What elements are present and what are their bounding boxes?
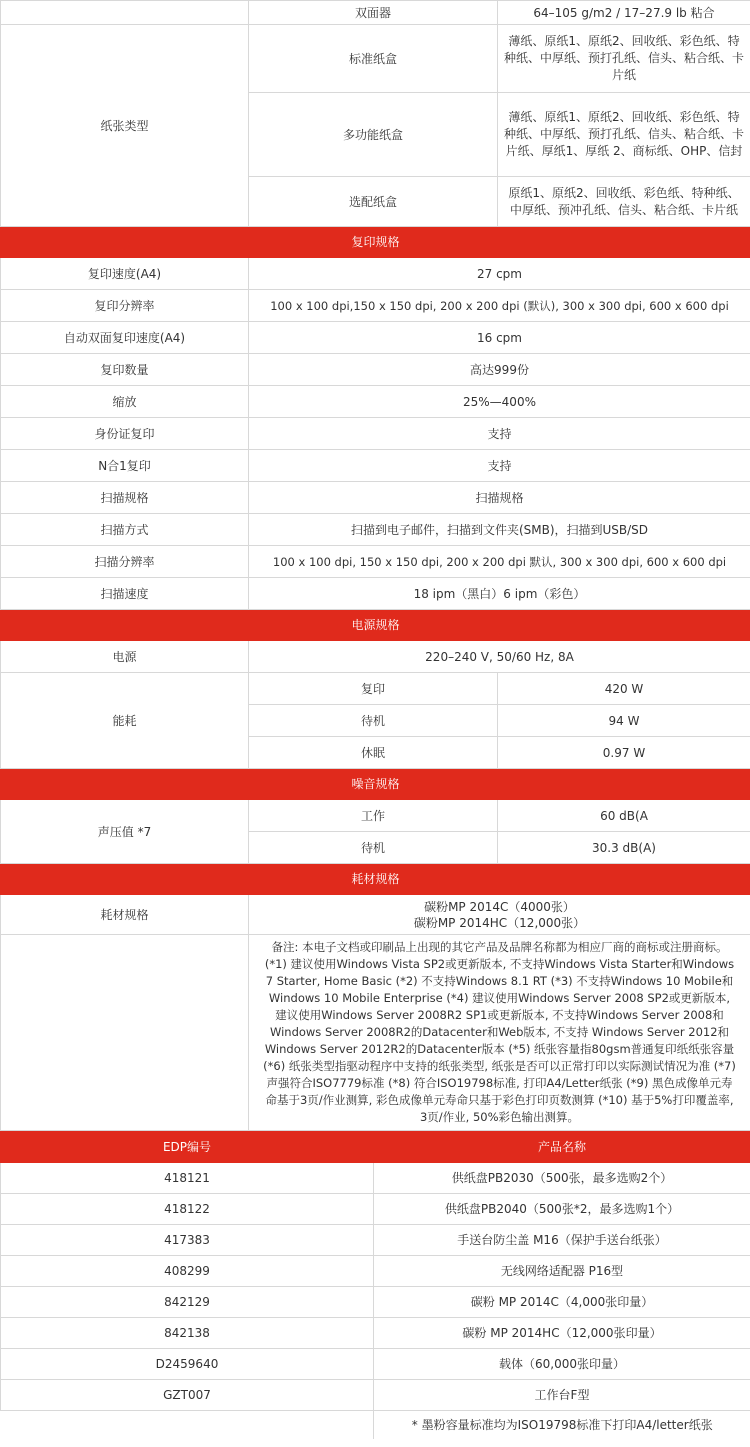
consumables-label: 耗材规格 [1, 895, 249, 935]
option-code: 408299 [1, 1256, 374, 1287]
spec-row [1, 354, 750, 386]
spec-row [1, 386, 750, 418]
noise-label: 声压值 *7 [1, 800, 249, 864]
spec-label: 身份证复印 [1, 418, 249, 450]
spec-value: 扫描到电子邮件，扫描到文件夹(SMB)，扫描到USB/SD [249, 514, 750, 546]
section-title: 电源规格 [1, 610, 750, 641]
spec-value: 高达999份 [249, 354, 750, 386]
duplex-row [1, 1, 750, 25]
noise-value: 30.3 dB(A) [498, 832, 750, 864]
option-name: 工作台F型 [374, 1380, 750, 1411]
paper-row-value: 原纸1、原纸2、回收纸、彩色纸、特种纸、中厚纸、预冲孔纸、信头、粘合纸、卡片纸 [498, 177, 750, 227]
spec-value: 25%—400% [249, 386, 750, 418]
options-header-name: 产品名称 [374, 1132, 750, 1163]
spec-row [1, 290, 750, 322]
spec-value: 100 x 100 dpi, 150 x 150 dpi, 200 x 200 dpi 默认, 300 x 300 dpi, 600 x 600 dpi [249, 546, 750, 578]
section-header-noise [1, 769, 750, 800]
paper-row-label: 标准纸盒 [249, 25, 498, 93]
spec-value: 16 cpm [249, 322, 750, 354]
power-mode: 复印 [249, 673, 498, 705]
option-name: 载体（60,000张印量） [374, 1349, 750, 1380]
spec-value: 支持 [249, 450, 750, 482]
duplex-label: 双面器 [249, 1, 498, 25]
paper-category-top [1, 1, 249, 25]
option-code: 418121 [1, 1163, 374, 1194]
power-mode: 休眠 [249, 737, 498, 769]
spec-row [1, 258, 750, 290]
options-header-code: EDP编号 [1, 1132, 374, 1163]
power-supply-row [1, 641, 750, 673]
power-supply-value: 220–240 V, 50/60 Hz, 8A [249, 641, 750, 673]
power-consumption-row [1, 673, 750, 705]
table-row [1, 1380, 750, 1411]
spec-row [1, 322, 750, 354]
table-row [1, 1225, 750, 1256]
noise-value: 60 dB(A [498, 800, 750, 832]
spec-label: 扫描方式 [1, 514, 249, 546]
power-value: 420 W [498, 673, 750, 705]
paper-row-label: 多功能纸盒 [249, 93, 498, 177]
paper-category-label: 纸张类型 [1, 25, 249, 227]
option-code: 417383 [1, 1225, 374, 1256]
footnote-empty-cell [1, 1411, 374, 1439]
options-header-row [1, 1132, 750, 1163]
spec-row [1, 482, 750, 514]
section-header-power [1, 610, 750, 641]
option-name: 供纸盘PB2040（500张*2，最多选购1个） [374, 1194, 750, 1225]
table-row [1, 1287, 750, 1318]
footnote-row [1, 1411, 750, 1439]
option-code: 418122 [1, 1194, 374, 1225]
options-table [0, 1131, 750, 1439]
table-row [1, 1256, 750, 1287]
paper-row [1, 25, 750, 93]
table-row [1, 1194, 750, 1225]
spec-row [1, 546, 750, 578]
note-row [1, 935, 750, 1131]
table-row [1, 1318, 750, 1349]
spec-row [1, 578, 750, 610]
option-name: 手送台防尘盖 M16（保护手送台纸张） [374, 1225, 750, 1256]
consumables-line: 碳粉MP 2014HC（12,000张） [413, 915, 586, 930]
power-value: 0.97 W [498, 737, 750, 769]
option-code: D2459640 [1, 1349, 374, 1380]
option-name: 碳粉 MP 2014C（4,000张印量） [374, 1287, 750, 1318]
section-title: 复印规格 [1, 227, 750, 258]
consumables-line: 碳粉MP 2014C（4000张） [424, 899, 575, 914]
spec-label: 复印速度(A4) [1, 258, 249, 290]
consumables-row [1, 895, 750, 935]
spec-label: 缩放 [1, 386, 249, 418]
spec-row [1, 418, 750, 450]
option-code: 842138 [1, 1318, 374, 1349]
spec-label: 扫描规格 [1, 482, 249, 514]
spec-label: 扫描分辨率 [1, 546, 249, 578]
option-code: GZT007 [1, 1380, 374, 1411]
power-value: 94 W [498, 705, 750, 737]
spec-value: 100 x 100 dpi,150 x 150 dpi, 200 x 200 dpi (默认), 300 x 300 dpi, 600 x 600 dpi [249, 290, 750, 322]
note-empty-cell [1, 935, 249, 1131]
paper-row-value: 薄纸、原纸1、原纸2、回收纸、彩色纸、特种纸、中厚纸、预打孔纸、信头、粘合纸、卡片纸 [498, 25, 750, 93]
spec-label: 复印分辨率 [1, 290, 249, 322]
consumables-value [249, 895, 750, 935]
power-consumption-label: 能耗 [1, 673, 249, 769]
option-name: 供纸盘PB2030（500张，最多选购2个） [374, 1163, 750, 1194]
table-row [1, 1163, 750, 1194]
spec-value: 扫描规格 [249, 482, 750, 514]
note-text: 备注: 本电子文档或印刷品上出现的其它产品及品牌名称都为相应厂商的商标或注册商标。(*1) 建议使用Windows Vista SP2或更新版本, 不支持Windows Vista Starter和Windows 7 Starter, Home Basic (*2) 不支持Windows 8.1 RT (*3) 不支持Windows 10 Mobile和Windows 10 Mobile Enterprise (*4) 建议使用Windows Server 2008 SP2或更新版本, 建议使用Windows Server 2008R2 SP1或更新版本, 不支持Windows Server 2008和Windows Server 2008R2的Datacenter和Web版本, 不支持 Windows Server 2012和Windows Server 2012R2的Datacenter版本 (*5) 纸张容量指80gsm普通复印纸纸张容量 (*6) 纸张类型指驱动程序中支持的纸张类型, 纸张是否可以正常打印以实际测试情况为准 (*7) 声强符合ISO7779标准 (*8) 符合ISO19798标准, 打印A4/Letter纸张 (*9) 黑色成像单元寿命基于3页/作业测算, 彩色成像单元寿命只基于彩色打印页数测算 (*10) 基于5%打印覆盖率, 3页/作业, 50%彩色输出测算。 [249, 935, 750, 1131]
section-title: 耗材规格 [1, 864, 750, 895]
option-code: 842129 [1, 1287, 374, 1318]
spec-label: 复印数量 [1, 354, 249, 386]
noise-row [1, 800, 750, 832]
section-header-consumables [1, 864, 750, 895]
footnote-text: * 墨粉容量标准均为ISO19798标准下打印A4/letter纸张 [374, 1411, 750, 1439]
power-supply-label: 电源 [1, 641, 249, 673]
spec-value: 支持 [249, 418, 750, 450]
spec-label: N合1复印 [1, 450, 249, 482]
noise-mode: 工作 [249, 800, 498, 832]
option-name: 无线网络适配器 P16型 [374, 1256, 750, 1287]
power-mode: 待机 [249, 705, 498, 737]
spec-label: 自动双面复印速度(A4) [1, 322, 249, 354]
spec-row [1, 514, 750, 546]
table-row [1, 1349, 750, 1380]
spec-value: 18 ipm（黑白）6 ipm（彩色） [249, 578, 750, 610]
section-title: 噪音规格 [1, 769, 750, 800]
paper-row-value: 薄纸、原纸1、原纸2、回收纸、彩色纸、特种纸、中厚纸、预打孔纸、信头、粘合纸、卡片纸、厚纸1、厚纸 2、商标纸、OHP、信封 [498, 93, 750, 177]
paper-row-label: 选配纸盒 [249, 177, 498, 227]
option-name: 碳粉 MP 2014HC（12,000张印量） [374, 1318, 750, 1349]
duplex-value: 64–105 g/m2 / 17–27.9 lb 粘合 [498, 1, 750, 25]
spec-row [1, 450, 750, 482]
section-header-copy [1, 227, 750, 258]
spec-value: 27 cpm [249, 258, 750, 290]
spec-label: 扫描速度 [1, 578, 249, 610]
noise-mode: 待机 [249, 832, 498, 864]
